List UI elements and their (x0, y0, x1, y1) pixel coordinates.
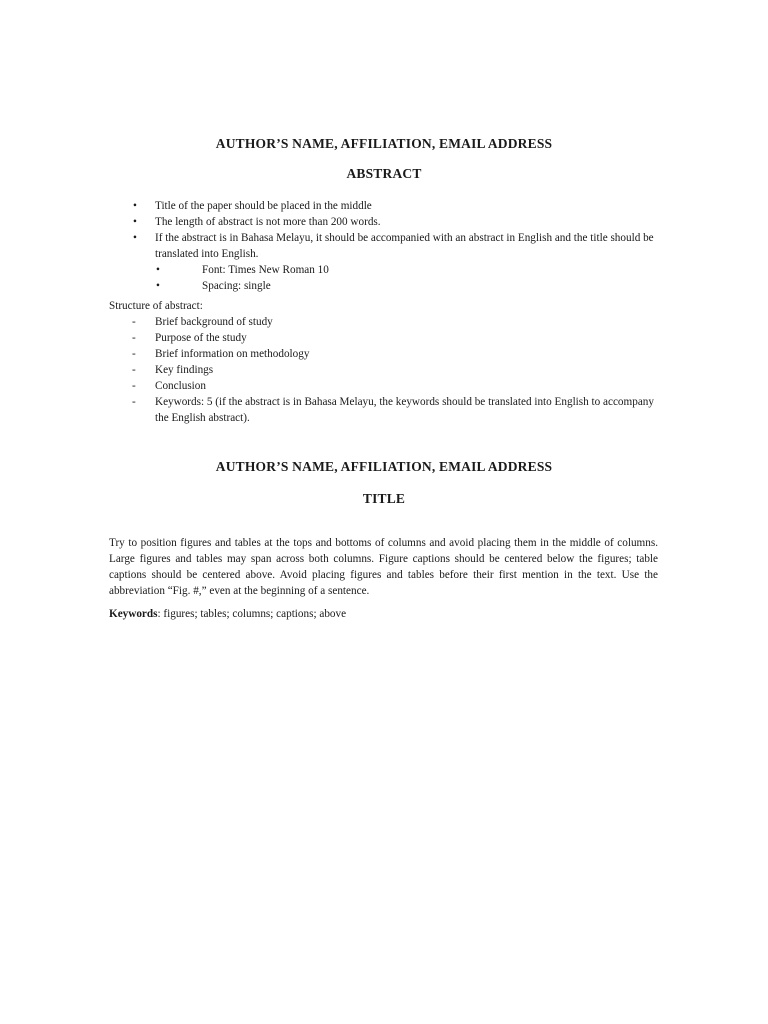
list-item-text: Spacing: single (202, 280, 271, 292)
bullet-icon: • (133, 216, 137, 228)
bullet-icon: • (156, 264, 160, 276)
list-item-text: Conclusion (155, 380, 206, 392)
list-item-text: Font: Times New Roman 10 (202, 264, 329, 276)
list-item (109, 394, 661, 426)
abstract-heading: ABSTRACT (346, 166, 422, 181)
list-item-text: Purpose of the study (155, 332, 247, 344)
author-info-heading: AUTHOR’S NAME, AFFILIATION, EMAIL ADDRESS (215, 136, 553, 151)
list-item-text: Title of the paper should be placed in the middle (155, 200, 372, 212)
list-item-text: If the abstract is in Bahasa Melayu, it should be accompanied with an abstract in English and the title should be translated into English. (155, 232, 654, 260)
list-item (109, 378, 661, 394)
dash-icon: - (132, 332, 136, 344)
dash-icon: - (132, 380, 136, 392)
bullet-icon: • (156, 280, 160, 292)
body-paragraph: Try to position figures and tables at the tops and bottoms of columns and avoid placing them in the middle of columns. Large figures and tables may span across both columns. Figure captions should be centered below the figures; table captions should be centered above. Avoid placing figures and tables before their first mention in the text. Use the abbreviation “Fig. #,” even at the beginning of a sentence. (109, 537, 658, 597)
list-item-text: Brief information on methodology (155, 348, 310, 360)
dash-icon: - (132, 316, 136, 328)
list-item (109, 346, 661, 362)
list-item-text: The length of abstract is not more than 200 words. (155, 216, 381, 228)
list-item (109, 278, 661, 294)
list-item-text: Keywords: 5 (if the abstract is in Bahasa Melayu, the keywords should be translated into English to accompany the English abstract). (155, 396, 654, 424)
abstract-guidelines-list (109, 198, 661, 294)
structure-label: Structure of abstract: (109, 300, 203, 312)
bullet-icon: • (133, 232, 137, 244)
list-item (109, 230, 661, 294)
list-item (109, 330, 661, 346)
format-sublist (109, 262, 661, 294)
list-item (109, 362, 661, 378)
bullet-icon: • (133, 200, 137, 212)
keywords-line (109, 606, 346, 622)
dash-icon: - (132, 364, 136, 376)
title-heading: TITLE (362, 491, 406, 506)
list-item (109, 314, 661, 330)
dash-icon: - (132, 348, 136, 360)
author-info-heading: AUTHOR’S NAME, AFFILIATION, EMAIL ADDRESS (215, 459, 553, 474)
list-item-text: Brief background of study (155, 316, 273, 328)
dash-icon: - (132, 396, 136, 408)
list-item (109, 262, 661, 278)
keywords-label: Keywords (109, 608, 158, 620)
list-item (109, 198, 661, 214)
keywords-value: : figures; tables; columns; captions; above (157, 608, 347, 620)
list-item (109, 214, 661, 230)
list-item-text: Key findings (155, 364, 214, 376)
structure-list (109, 314, 661, 426)
